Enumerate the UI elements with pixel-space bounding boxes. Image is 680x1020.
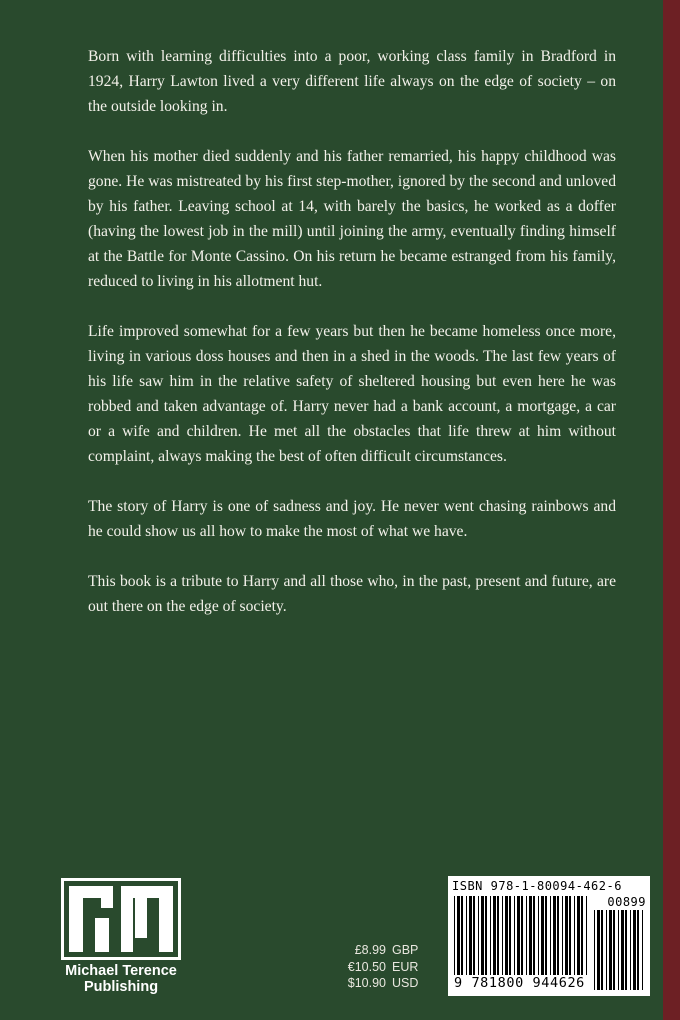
barcode-bar xyxy=(533,896,535,976)
price-row xyxy=(318,942,438,959)
barcode-bar xyxy=(502,896,503,976)
spine-stripe xyxy=(663,0,680,1020)
barcode-bar xyxy=(473,896,475,976)
price-amount: £8.99 xyxy=(354,943,386,957)
barcode-bar xyxy=(577,896,580,976)
barcode-bar xyxy=(538,896,539,976)
publisher-logo xyxy=(56,878,186,995)
price-list xyxy=(318,942,438,992)
barcode-bar xyxy=(481,896,484,976)
barcode-bar xyxy=(485,896,487,976)
price-currency: EUR xyxy=(392,959,419,974)
barcode-bar xyxy=(505,896,508,976)
barcode-bar xyxy=(509,896,511,976)
barcode-bar xyxy=(457,896,460,976)
barcode-bar xyxy=(574,896,575,976)
price-amount: $10.90 xyxy=(347,976,386,990)
blurb-paragraph: Born with learning difficulties into a poor, working class family in Bradford in 1924, Harry Lawton lived a very different life always on the edge of society – on the outside looking in. xyxy=(88,48,616,115)
barcode-bar xyxy=(545,896,547,976)
barcode-bar xyxy=(565,896,568,976)
ean-digits: 9 781800 944626 xyxy=(454,975,585,991)
publisher-name-line: Publishing xyxy=(83,979,159,995)
price-currency: GBP xyxy=(392,943,419,957)
price-row xyxy=(318,975,438,992)
barcode-bar xyxy=(637,910,639,990)
barcode-bar xyxy=(514,896,515,976)
barcode-bar xyxy=(526,896,527,976)
barcode-bar xyxy=(642,910,643,990)
barcode-bar xyxy=(521,896,523,976)
barcode-bar xyxy=(618,910,619,990)
isbn-barcode xyxy=(448,876,650,996)
price-row xyxy=(318,959,438,976)
barcode-bar xyxy=(609,910,612,990)
barcode-bar xyxy=(606,910,607,990)
barcode-bar xyxy=(633,910,636,990)
barcode-bar xyxy=(621,910,624,990)
barcode-bar xyxy=(497,896,499,976)
blurb-paragraph: When his mother died suddenly and his father remarried, his happy childhood was gone. He was mistreated by his first step-mother, ignored by the second and unloved by his father. Leaving school at 14, with barely the basics, he worked as a doffer (having the lowest job in the mill) until joining the army, eventually finding himself at the Battle for Monte Cassino. On his return he became estranged from his family, reduced to living in his allotment hut. xyxy=(88,148,616,290)
back-cover-blurb xyxy=(88,44,616,644)
barcode-bar xyxy=(613,910,615,990)
price-amount: €10.50 xyxy=(347,959,386,974)
barcode-bar xyxy=(550,896,551,976)
barcode-bar xyxy=(517,896,520,976)
barcode-bar xyxy=(557,896,559,976)
publisher-name xyxy=(56,963,186,995)
publisher-name-line: Michael Terence xyxy=(65,963,177,979)
barcode-bar xyxy=(454,896,455,976)
barcode-bar xyxy=(493,896,496,976)
barcode-bar xyxy=(625,910,627,990)
barcode-bar xyxy=(594,910,595,990)
mt-logo-icon xyxy=(61,878,181,960)
barcode-bar xyxy=(562,896,563,976)
barcode-bar xyxy=(490,896,491,976)
barcode-bar xyxy=(469,896,472,976)
price-addon-code: 00899 xyxy=(607,895,646,909)
barcode-bar xyxy=(466,896,467,976)
isbn-label: ISBN 978-1-80094-462-6 xyxy=(452,879,622,893)
barcode-bar xyxy=(461,896,463,976)
barcode-bar xyxy=(630,910,631,990)
barcode-bar xyxy=(541,896,544,976)
barcode-bar xyxy=(597,910,600,990)
price-currency: USD xyxy=(392,976,419,990)
blurb-paragraph: The story of Harry is one of sadness and joy. He never went chasing rainbows and he could show us all how to make the most of what we have. xyxy=(88,498,616,540)
barcode-bar xyxy=(586,896,587,976)
barcode-bar xyxy=(581,896,583,976)
barcode-bar xyxy=(529,896,532,976)
barcode-bar xyxy=(569,896,571,976)
barcode-bar xyxy=(478,896,479,976)
blurb-paragraph: Life improved somewhat for a few years but then he became homeless once more, living in various doss houses and then in a shed in the woods. The last few years of his life saw him in the relative safety of sheltered housing but even here he was robbed and taken advantage of. Harry never had a bank account, a mortgage, a car or a wife and children. He met all the obstacles that life threw at him without complaint, always making the best of often difficult circumstances. xyxy=(88,323,616,465)
blurb-paragraph: This book is a tribute to Harry and all those who, in the past, present and future, are out there on the edge of society. xyxy=(88,573,616,615)
barcode-bar xyxy=(601,910,603,990)
barcode-bar xyxy=(553,896,556,976)
